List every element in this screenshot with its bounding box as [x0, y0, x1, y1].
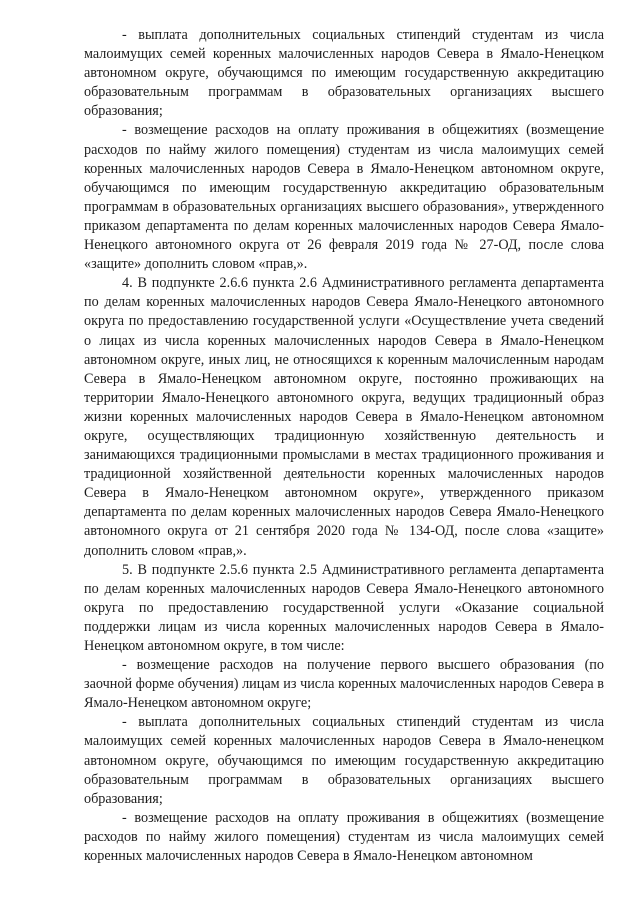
paragraph-item-4: 4. В подпункте 2.6.6 пункта 2.6 Административного регламента департамента по делам коренных малочисленных народов Севера Ямало-Ненецкого автономного округа по предоставлению государственной услуги «Осуществление учета сведений о лицах из числа коренных малочисленных народов Севера в Ямало-Ненецком автономном округе, иных лиц, не относящихся к коренным малочисленным народам Севера в Ямало-Ненецком автономном округе, постоянно проживающих на территории Ямало-Ненецкого автономного округа, ведущих традиционный образ жизни коренных малочисленных народов Севера в Ямало-Ненецком автономном округе, осуществляющих традиционную хозяйственную деятельность и занимающихся традиционными промыслами в местах традиционного проживания и традиционной хозяйственной деятельности коренных малочисленных народов Севера в Ямало-Ненецком автономном округе», утвержденного приказом департамента по делам коренных малочисленных народов Севера Ямало-Ненецкого автономного округа от 21 сентября 2020 года № 134-ОД, после слова «защите» дополнить словом «прав,».: [84, 275, 604, 559]
paragraph-higher-education-reimbursement: - возмещение расходов на получение первого высшего образования (по заочной форме обучения) лицам из числа коренных малочисленных народов Севера в Ямало-Ненецком автономном округе;: [84, 657, 604, 712]
paragraph-item-5: 5. В подпункте 2.5.6 пункта 2.5 Административного регламента департамента по делам коренных малочисленных народов Севера Ямало-Ненецкого автономного округа по предоставлению государственной услуги «Оказание социальной поддержки лицам из числа коренных малочисленных народов Севера в Ямало-Ненецком автономном округе, в том числе:: [84, 561, 604, 654]
document-page: [84, 26, 604, 866]
paragraph-dormitory-reimbursement: - возмещение расходов на оплату проживания в общежитиях (возмещение расходов по найму жилого помещения) студентам из числа малоимущих семей коренных малочисленных народов Севера в Ямало-Ненецком автономном округе, обучающимся по имеющим государственную аккредитацию образовательным программам в образовательных организациях высшего образования», утвержденного приказом департамента по делам коренных малочисленных народов Севера Ямало-Ненецкого автономного округа от 26 февраля 2019 года № 27-ОД, после слова «защите» дополнить словом «прав,».: [84, 122, 604, 273]
paragraph-scholarship-payment-2: - выплата дополнительных социальных стипендий студентам из числа малоимущих семей коренных малочисленных народов Севера в Ямало-ненецком автономном округе, обучающимся по имеющим государственную аккредитацию образовательным программам в образовательных организациях высшего образования;: [84, 714, 604, 807]
paragraph-scholarship-payment: - выплата дополнительных социальных стипендий студентам из числа малоимущих семей коренных малочисленных народов Севера в Ямало-Ненецком автономном округе, обучающимся по имеющим государственную аккредитацию образовательным программам в образовательных организациях высшего образования;: [84, 27, 604, 120]
paragraph-dormitory-reimbursement-2: - возмещение расходов на оплату проживания в общежитиях (возмещение расходов по найму жилого помещения) студентам из числа малоимущих семей коренных малочисленных народов Севера в Ямало-Ненецком автономном: [84, 809, 604, 865]
